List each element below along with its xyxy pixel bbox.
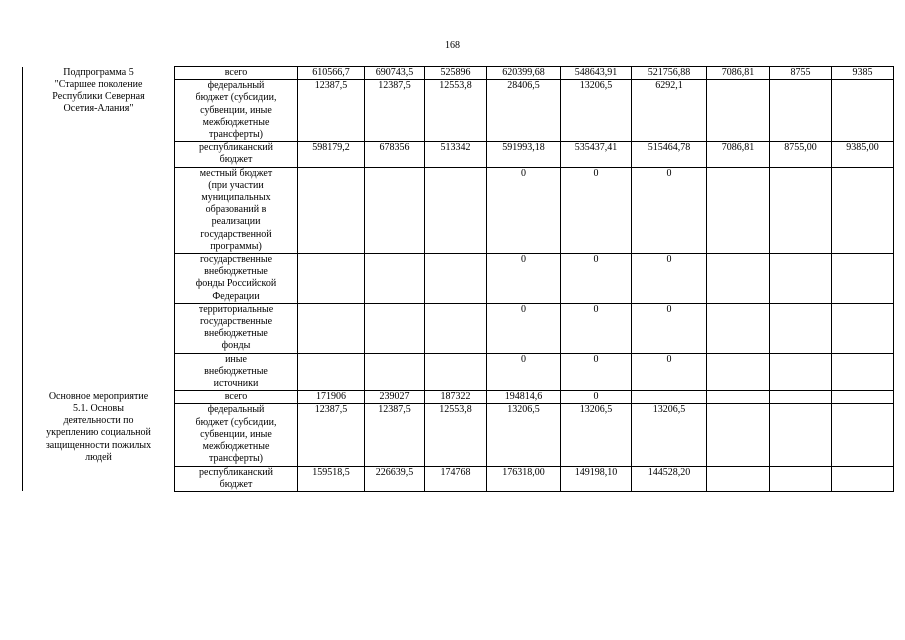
page-number: 168: [445, 40, 460, 51]
value-cell: 12553,8: [425, 404, 487, 466]
value-cell: 0: [487, 167, 561, 253]
value-cell: [770, 353, 832, 391]
value-cell: [770, 391, 832, 404]
value-cell: [707, 80, 770, 142]
program-name-cell: Подпрограмма 5 "Старшее поколение Республики Северная Осетия-Алания": [23, 67, 175, 391]
value-cell: 0: [561, 303, 632, 353]
table-row: [23, 67, 894, 80]
value-cell: [707, 404, 770, 466]
value-cell: 8755: [770, 67, 832, 80]
value-cell: [425, 167, 487, 253]
funding-source-cell: местный бюджет (при участии муниципальных образований в реализации государственной программы): [175, 167, 298, 253]
value-cell: [770, 404, 832, 466]
value-cell: 610566,7: [298, 67, 365, 80]
value-cell: 525896: [425, 67, 487, 80]
value-cell: [770, 466, 832, 491]
value-cell: 535437,41: [561, 142, 632, 167]
value-cell: 690743,5: [365, 67, 425, 80]
value-cell: 13206,5: [561, 80, 632, 142]
value-cell: [832, 404, 894, 466]
value-cell: 12387,5: [365, 80, 425, 142]
value-cell: 0: [632, 303, 707, 353]
value-cell: 9385: [832, 67, 894, 80]
value-cell: 194814,6: [487, 391, 561, 404]
value-cell: 226639,5: [365, 466, 425, 491]
value-cell: [770, 80, 832, 142]
value-cell: [632, 391, 707, 404]
value-cell: 149198,10: [561, 466, 632, 491]
value-cell: 28406,5: [487, 80, 561, 142]
program-name-cell: Основное мероприятие 5.1. Основы деятельности по укреплению социальной защищенности пожилых людей: [23, 391, 175, 492]
value-cell: [707, 391, 770, 404]
value-cell: 0: [487, 303, 561, 353]
value-cell: 0: [632, 353, 707, 391]
value-cell: 0: [561, 391, 632, 404]
value-cell: 0: [632, 254, 707, 304]
value-cell: 13206,5: [487, 404, 561, 466]
value-cell: 0: [487, 254, 561, 304]
value-cell: 187322: [425, 391, 487, 404]
value-cell: [707, 303, 770, 353]
funding-source-cell: республиканский бюджет: [175, 142, 298, 167]
value-cell: [707, 353, 770, 391]
value-cell: 591993,18: [487, 142, 561, 167]
value-cell: 239027: [365, 391, 425, 404]
value-cell: [832, 80, 894, 142]
value-cell: [770, 254, 832, 304]
value-cell: [707, 254, 770, 304]
value-cell: 7086,81: [707, 67, 770, 80]
value-cell: [832, 391, 894, 404]
value-cell: [832, 303, 894, 353]
funding-source-cell: государственные внебюджетные фонды Российской Федерации: [175, 254, 298, 304]
value-cell: 159518,5: [298, 466, 365, 491]
value-cell: [365, 167, 425, 253]
funding-source-cell: федеральный бюджет (субсидии, субвенции, иные межбюджетные трансферты): [175, 404, 298, 466]
value-cell: 521756,88: [632, 67, 707, 80]
value-cell: [832, 167, 894, 253]
funding-source-cell: всего: [175, 391, 298, 404]
value-cell: 12387,5: [298, 404, 365, 466]
value-cell: [425, 303, 487, 353]
value-cell: 678356: [365, 142, 425, 167]
value-cell: 12387,5: [298, 80, 365, 142]
value-cell: [425, 353, 487, 391]
value-cell: [365, 254, 425, 304]
value-cell: 620399,68: [487, 67, 561, 80]
value-cell: 174768: [425, 466, 487, 491]
value-cell: [425, 254, 487, 304]
value-cell: 0: [561, 167, 632, 253]
value-cell: [298, 167, 365, 253]
funding-source-cell: федеральный бюджет (субсидии, субвенции, иные межбюджетные трансферты): [175, 80, 298, 142]
value-cell: [298, 254, 365, 304]
funding-source-cell: территориальные государственные внебюджетные фонды: [175, 303, 298, 353]
value-cell: 598179,2: [298, 142, 365, 167]
funding-source-cell: всего: [175, 67, 298, 80]
budget-table: [22, 66, 894, 492]
value-cell: 7086,81: [707, 142, 770, 167]
value-cell: [365, 353, 425, 391]
value-cell: [770, 167, 832, 253]
value-cell: [707, 167, 770, 253]
value-cell: [770, 303, 832, 353]
value-cell: 13206,5: [561, 404, 632, 466]
value-cell: [832, 254, 894, 304]
value-cell: 515464,78: [632, 142, 707, 167]
value-cell: [298, 303, 365, 353]
table-row: [23, 391, 894, 404]
value-cell: [707, 466, 770, 491]
value-cell: 13206,5: [632, 404, 707, 466]
funding-source-cell: республиканский бюджет: [175, 466, 298, 491]
value-cell: 171906: [298, 391, 365, 404]
funding-source-cell: иные внебюджетные источники: [175, 353, 298, 391]
value-cell: 0: [487, 353, 561, 391]
value-cell: [298, 353, 365, 391]
value-cell: [365, 303, 425, 353]
value-cell: [832, 353, 894, 391]
value-cell: 0: [561, 254, 632, 304]
value-cell: 12387,5: [365, 404, 425, 466]
value-cell: 0: [561, 353, 632, 391]
value-cell: 9385,00: [832, 142, 894, 167]
value-cell: 6292,1: [632, 80, 707, 142]
value-cell: 12553,8: [425, 80, 487, 142]
value-cell: [832, 466, 894, 491]
value-cell: 548643,91: [561, 67, 632, 80]
value-cell: 176318,00: [487, 466, 561, 491]
value-cell: 144528,20: [632, 466, 707, 491]
value-cell: 513342: [425, 142, 487, 167]
value-cell: 8755,00: [770, 142, 832, 167]
value-cell: 0: [632, 167, 707, 253]
